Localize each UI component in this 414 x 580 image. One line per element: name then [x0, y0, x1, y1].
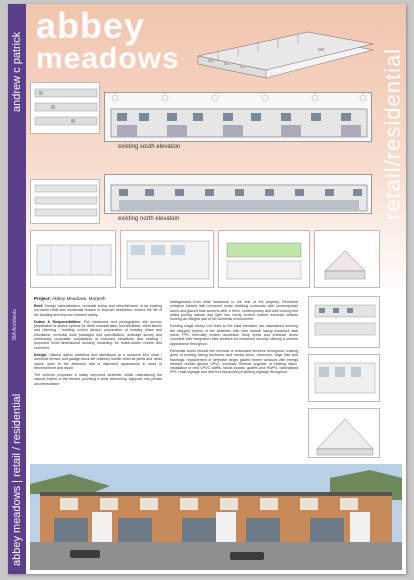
thumbnail-plan-1	[30, 230, 116, 288]
3d-model-render	[188, 24, 378, 84]
title-line-1: abbey	[36, 5, 146, 46]
design-text: Historic adhoc additions and alterations to a rundown 60's retail / domestic terrace and garage block left untimely hostile external yards and 'dead space' open to the elements with a disjointed appearance in need of refurbishment and repair.	[34, 352, 162, 370]
col2-para-1: distinguished from retail entrances to the rear of the property. Rendered entrance lobbies with recessed cedar cladding surrounds with contemporary doors and glazed side screens offer a fresh, contemporary and well coming feel whilst pulling natural day light into newly formed shared entrance lobbies forming an integral part of the domestic environment.	[170, 300, 298, 322]
col2-para-2: Existing single storey roof lines to the west elevation are rationalised echoing the stepped rhythm of the aesthetic with new natural facing brickwork stall risers, PPC thermally broken aluminium shop fronts and entrance doors complete with integrated roller shutters for enhanced security offering a uniform appearance throughout.	[170, 324, 298, 346]
duties-label: Duties & Responsibilities:	[34, 319, 82, 324]
author-name: andrew c patrick	[11, 31, 23, 112]
scheme-text: The scheme proposed a vastly improved aesthetic whilst rationalising the natural rhythm of the terrace providing a clear welcoming 'signpost' into private accommodation	[34, 373, 162, 386]
thumbnail-elevations-2	[30, 179, 100, 224]
caption-south-elevation: existing south elevation	[118, 144, 181, 150]
thumbnail-detail-2	[308, 354, 380, 402]
proposed-render-image	[30, 464, 402, 570]
north-elevation-drawing	[104, 174, 372, 214]
project-line	[34, 296, 106, 301]
project-value: Abbey Meadows, Morpeth	[52, 296, 106, 301]
thumbnail-detail-3	[308, 408, 380, 458]
thumbnail-plan-3	[218, 230, 310, 288]
left-sidebar	[8, 4, 26, 574]
side-project-label: abbey meadows | retail / residential	[11, 393, 23, 566]
thumbnail-plan-2	[120, 230, 214, 288]
col2-para-3: Remedial works include the removal of redundant services throughout, making good of existing facing brickwork and mortar joints, chimneys, ridge tiles and flashings, replacement of defective single glazed timber windows with energy efficient double glazed UPVC windows, thermal upgrade of existing fabric, installation of new UPVC soffits, fascia boards, gutters and RWP's, rationalised PPC retail signage and new box fascia and projecting signage throughout.	[170, 348, 298, 375]
title-line-2: meadows	[36, 42, 180, 75]
design-label: Design:	[34, 352, 48, 357]
brief-label: Brief:	[34, 304, 44, 308]
project-label: Project:	[34, 296, 52, 301]
text-column-1	[34, 304, 162, 386]
side-firm-label: IBA Architects	[12, 309, 18, 340]
thumbnail-elevations-1	[30, 82, 100, 134]
duties-text: Full measured and photographic site survey; preparation of sketch options for client consideration and feedback; client liaison and planning / building control advice; preparation of existing plans and elevations; remedial work packages and specification; drainage survey and preliminary proposals; preparation of coloured elevations and existing / proposed three-dimensional building modelling for lease-holder review and comment.	[34, 319, 163, 350]
text-column-2	[170, 300, 298, 375]
south-elevation-drawing	[104, 92, 372, 142]
thumbnail-section	[314, 230, 380, 288]
right-vertical-label: retail/residential	[380, 47, 405, 220]
thumbnail-detail-1	[308, 296, 380, 348]
poster-sheet	[8, 4, 406, 574]
brief-text: Design rationalisation, remedial works and refurbishment of an existing run-down retail and residential terrace to improve aesthetics, extend the life of the building and improve resident safety.	[34, 304, 163, 317]
caption-north-elevation: existing north elevation	[118, 216, 180, 222]
